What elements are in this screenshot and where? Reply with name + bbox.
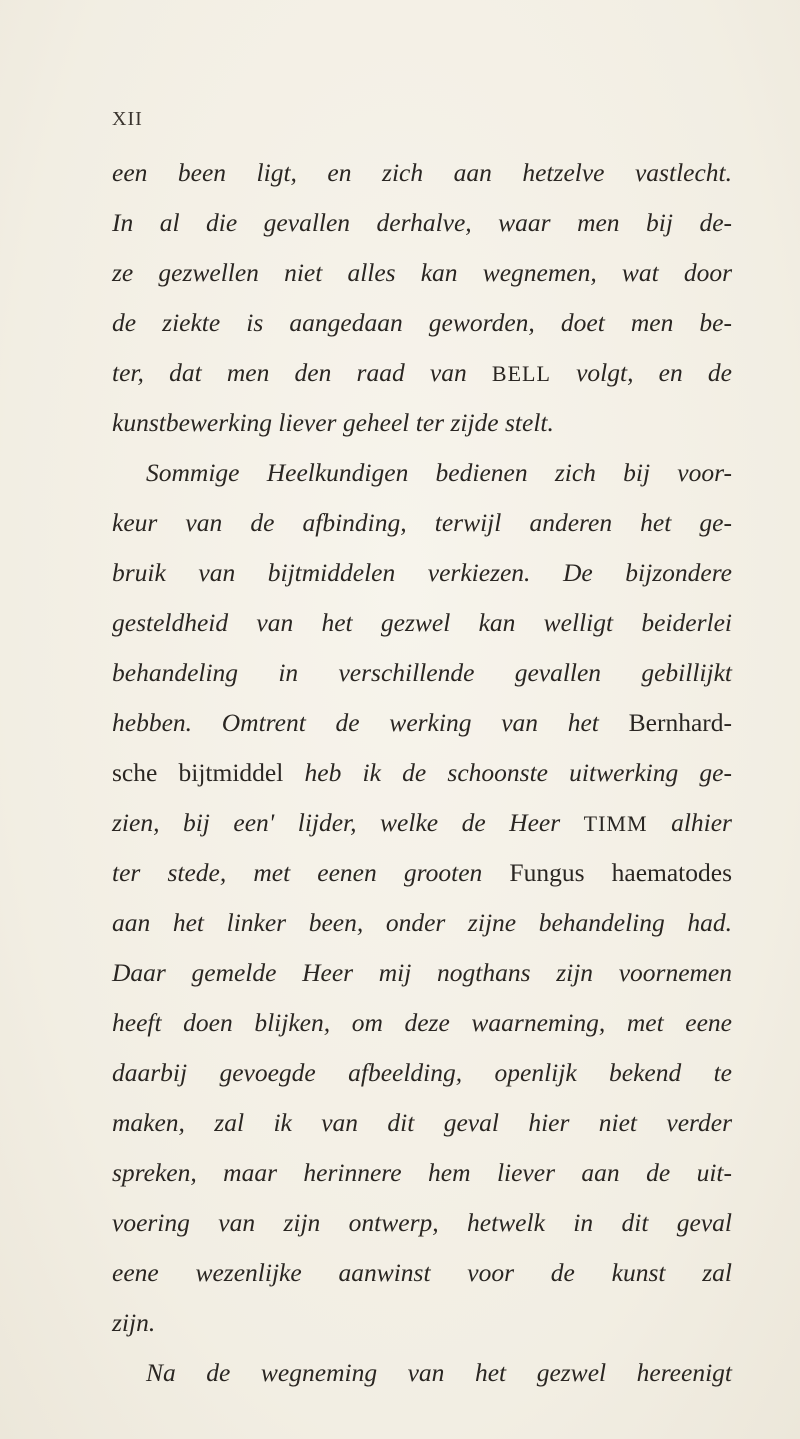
- text-segment: heeft doen blijken, om deze waarneming, met eene: [112, 1008, 732, 1037]
- text-line: [112, 598, 732, 648]
- text-segment: behandeling in verschillende gevallen gebillijkt: [112, 658, 732, 687]
- text-segment: aan het linker been, onder zijne behandeling had.: [112, 908, 732, 937]
- text-segment: Fungus haematodes: [509, 858, 732, 887]
- text-line: [112, 798, 732, 848]
- text-line: [112, 848, 732, 898]
- text-line: [112, 1048, 732, 1098]
- text-segment: alhier: [647, 808, 732, 837]
- text-segment: zijn.: [112, 1308, 156, 1337]
- text-segment: In al die gevallen derhalve, waar men bij de-: [112, 208, 732, 237]
- text-segment: Sommige Heelkundigen bedienen zich bij voor-: [146, 458, 732, 487]
- text-line: [112, 698, 732, 748]
- text-line: [112, 1298, 732, 1348]
- text-segment: ze gezwellen niet alles kan wegnemen, wat door: [112, 258, 732, 287]
- text-line: [112, 748, 732, 798]
- text-segment: kunstbewerking liever geheel ter zijde stelt.: [112, 408, 554, 437]
- text-line: [112, 1348, 732, 1398]
- text-line: [112, 248, 732, 298]
- text-line: [112, 448, 732, 498]
- text-line: [112, 298, 732, 348]
- text-segment: TIMM: [583, 811, 648, 836]
- text-segment: een been ligt, en zich aan hetzelve vastlecht.: [112, 158, 732, 187]
- text-segment: daarbij gevoegde afbeelding, openlijk bekend te: [112, 1058, 732, 1087]
- text-line: [112, 1198, 732, 1248]
- text-segment: sche bijtmiddel: [112, 758, 305, 787]
- text-segment: ter, dat men den raad van: [112, 358, 492, 387]
- text-segment: gesteldheid van het gezwel kan welligt beiderlei: [112, 608, 732, 637]
- text-segment: zien, bij een' lijder, welke de Heer: [112, 808, 584, 837]
- text-line: [112, 398, 732, 448]
- text-segment: keur van de afbinding, terwijl anderen het ge-: [112, 508, 732, 537]
- text-segment: de ziekte is aangedaan geworden, doet men be-: [112, 308, 732, 337]
- text-line: [112, 498, 732, 548]
- text-segment: heb ik de schoonste uitwerking ge-: [304, 758, 732, 787]
- body-text: [112, 148, 732, 1398]
- text-segment: volgt, en de: [550, 358, 732, 387]
- text-line: [112, 548, 732, 598]
- text-line: [112, 948, 732, 998]
- text-segment: spreken, maar herinnere hem liever aan de uit-: [112, 1158, 732, 1187]
- text-line: [112, 348, 732, 398]
- text-line: [112, 148, 732, 198]
- page-number: XII: [112, 108, 143, 130]
- text-line: [112, 1148, 732, 1198]
- text-line: [112, 998, 732, 1048]
- text-segment: Bernhard-: [628, 708, 732, 737]
- text-segment: bruik van bijtmiddelen verkiezen. De bijzondere: [112, 558, 732, 587]
- text-segment: hebben. Omtrent de werking van het: [112, 708, 629, 737]
- text-segment: BELL: [491, 361, 551, 386]
- text-segment: eene wezenlijke aanwinst voor de kunst zal: [112, 1258, 732, 1287]
- text-segment: maken, zal ik van dit geval hier niet verder: [112, 1108, 732, 1137]
- text-segment: voering van zijn ontwerp, hetwelk in dit geval: [112, 1208, 732, 1237]
- text-line: [112, 1098, 732, 1148]
- text-line: [112, 898, 732, 948]
- text-line: [112, 198, 732, 248]
- text-segment: Daar gemelde Heer mij nogthans zijn voornemen: [112, 958, 732, 987]
- text-line: [112, 648, 732, 698]
- text-segment: Na de wegneming van het gezwel hereenigt: [146, 1358, 732, 1387]
- text-segment: ter stede, met eenen grooten: [112, 858, 510, 887]
- text-line: [112, 1248, 732, 1298]
